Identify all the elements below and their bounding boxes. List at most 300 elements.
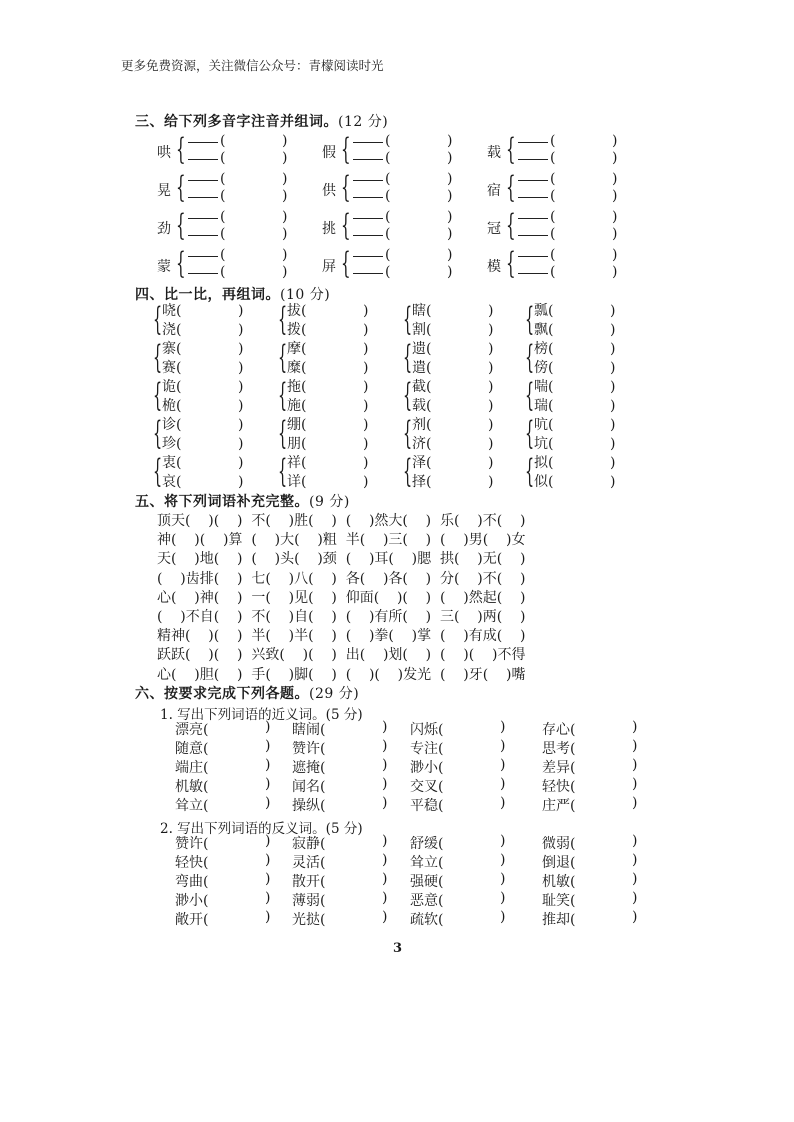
pinyin-word-blank[interactable] xyxy=(188,264,294,280)
word-item[interactable] xyxy=(542,738,638,758)
close-paren: ) xyxy=(610,398,616,414)
word-blank[interactable] xyxy=(385,209,459,225)
close-paren: ) xyxy=(382,738,388,754)
open-paren: ( xyxy=(320,874,326,890)
word-text: 薄弱 xyxy=(292,893,320,909)
compare-pair xyxy=(525,452,639,491)
word-blank[interactable] xyxy=(550,188,624,204)
compare-item[interactable] xyxy=(162,359,244,377)
open-paren: ( xyxy=(426,474,432,490)
compare-char: 衷 xyxy=(162,455,176,471)
open-paren: ( xyxy=(550,264,556,280)
pinyin-blank-line[interactable] xyxy=(518,247,548,257)
word-item[interactable] xyxy=(175,757,271,777)
close-paren: ) xyxy=(265,795,271,811)
compare-item[interactable] xyxy=(287,378,369,396)
word-blank[interactable] xyxy=(385,264,459,280)
open-paren: ( xyxy=(320,836,326,852)
open-paren: ( xyxy=(301,322,307,338)
word-text: 寂静 xyxy=(292,836,320,852)
compare-item[interactable] xyxy=(534,302,616,320)
open-paren: ( xyxy=(385,188,391,204)
compare-item[interactable] xyxy=(162,454,244,472)
page-number: 3 xyxy=(393,941,403,956)
pinyin-blank-line[interactable] xyxy=(188,133,218,143)
word-item[interactable] xyxy=(175,852,271,872)
word-text: 差异 xyxy=(542,760,570,776)
word-item[interactable] xyxy=(410,719,506,739)
word-item[interactable] xyxy=(410,909,506,929)
word-blank[interactable] xyxy=(385,150,459,166)
pinyin-blank-line[interactable] xyxy=(518,209,548,219)
open-paren: ( xyxy=(438,893,444,909)
idiom-fill-line[interactable]: 跃跃( )( ) 兴致( )( ) 出( )划( ) ( )( )不得 xyxy=(157,647,526,664)
word-blank[interactable] xyxy=(550,133,624,149)
section-3-title xyxy=(135,111,388,131)
close-paren: ) xyxy=(382,890,388,906)
compare-pair xyxy=(403,414,517,453)
brace-mark: { xyxy=(525,300,535,338)
compare-char: 瑞 xyxy=(534,398,548,414)
open-paren: ( xyxy=(426,341,432,357)
close-paren: ) xyxy=(238,322,244,338)
word-blank[interactable] xyxy=(385,171,459,187)
brace-mark: { xyxy=(506,170,516,205)
open-paren: ( xyxy=(550,188,556,204)
close-paren: ) xyxy=(382,909,388,925)
compare-item[interactable] xyxy=(287,397,369,415)
brace-mark: { xyxy=(176,132,186,167)
word-text: 耸立 xyxy=(410,855,438,871)
word-item[interactable] xyxy=(292,890,388,910)
close-paren: ) xyxy=(488,341,494,357)
word-blank[interactable] xyxy=(220,209,294,225)
word-item[interactable] xyxy=(542,795,638,815)
word-item[interactable] xyxy=(410,890,506,910)
brace-mark: { xyxy=(403,414,413,452)
close-paren: ) xyxy=(282,264,288,280)
word-blank[interactable] xyxy=(385,247,459,263)
compare-pair xyxy=(278,414,392,453)
pinyin-word-blank[interactable] xyxy=(518,226,624,242)
pinyin-word-blank[interactable] xyxy=(353,171,459,187)
idiom-fill-line[interactable]: 精神( )( ) 半( )半( ) ( )拳( )掌 ( )有成( ) xyxy=(157,628,526,645)
pinyin-word-blank[interactable] xyxy=(518,133,624,149)
idiom-fill-line[interactable]: ( )齿排( ) 七( )八( ) 各( )各( ) 分( )不( ) xyxy=(157,570,526,587)
pinyin-word-blank[interactable] xyxy=(188,226,294,242)
compare-item[interactable] xyxy=(412,321,494,339)
word-blank[interactable] xyxy=(550,226,624,242)
compare-item[interactable] xyxy=(412,340,494,358)
pinyin-word-blank[interactable] xyxy=(518,188,624,204)
pinyin-word-blank[interactable] xyxy=(188,188,294,204)
word-blank[interactable] xyxy=(220,247,294,263)
close-paren: ) xyxy=(447,226,453,242)
pinyin-word-blank[interactable] xyxy=(518,209,624,225)
open-paren: ( xyxy=(320,779,326,795)
word-blank[interactable] xyxy=(550,150,624,166)
compare-item[interactable] xyxy=(534,454,616,472)
open-paren: ( xyxy=(570,741,576,757)
close-paren: ) xyxy=(363,379,369,395)
open-paren: ( xyxy=(426,455,432,471)
pinyin-blank-line[interactable] xyxy=(353,209,383,219)
word-item[interactable] xyxy=(175,890,271,910)
polyphone-char: 假 xyxy=(322,145,336,161)
close-paren: ) xyxy=(488,455,494,471)
word-item[interactable] xyxy=(542,833,638,853)
word-blank[interactable] xyxy=(220,226,294,242)
open-paren: ( xyxy=(220,264,226,280)
word-item[interactable] xyxy=(175,833,271,853)
open-paren: ( xyxy=(548,455,554,471)
compare-item[interactable] xyxy=(534,473,616,491)
open-paren: ( xyxy=(385,264,391,280)
word-text: 轻快 xyxy=(542,779,570,795)
open-paren: ( xyxy=(548,303,554,319)
close-paren: ) xyxy=(265,890,271,906)
compare-item[interactable] xyxy=(162,473,244,491)
open-paren: ( xyxy=(570,798,576,814)
compare-item[interactable] xyxy=(412,473,494,491)
compare-char: 瓢 xyxy=(534,303,548,319)
compare-char: 桅 xyxy=(162,398,176,414)
word-blank[interactable] xyxy=(220,188,294,204)
pinyin-blank-line[interactable] xyxy=(518,133,548,143)
polyphone-item xyxy=(487,133,647,169)
word-item[interactable] xyxy=(292,776,388,796)
word-item[interactable] xyxy=(175,909,271,929)
open-paren: ( xyxy=(203,836,209,852)
open-paren: ( xyxy=(385,133,391,149)
word-item[interactable] xyxy=(410,795,506,815)
pinyin-word-blank[interactable] xyxy=(188,247,294,263)
word-item[interactable] xyxy=(292,719,388,739)
word-item[interactable] xyxy=(292,738,388,758)
word-text: 强硬 xyxy=(410,874,438,890)
compare-item[interactable] xyxy=(534,435,616,453)
section-6-title-text: 六、按要求完成下列各题。 xyxy=(135,686,309,702)
open-paren: ( xyxy=(176,455,182,471)
word-blank[interactable] xyxy=(550,209,624,225)
word-item[interactable] xyxy=(542,757,638,777)
word-item[interactable] xyxy=(175,795,271,815)
pinyin-blank-line[interactable] xyxy=(188,264,218,274)
compare-item[interactable] xyxy=(162,397,244,415)
pinyin-word-blank[interactable] xyxy=(518,150,624,166)
close-paren: ) xyxy=(238,417,244,433)
word-item[interactable] xyxy=(292,909,388,929)
pinyin-word-blank[interactable] xyxy=(353,226,459,242)
compare-item[interactable] xyxy=(162,321,244,339)
close-paren: ) xyxy=(282,247,288,263)
close-paren: ) xyxy=(500,738,506,754)
word-item[interactable] xyxy=(410,833,506,853)
word-text: 疏软 xyxy=(410,912,438,928)
section-6-sub1-title: 1. 写出下列词语的近义词。(5 分) xyxy=(160,707,363,723)
compare-item[interactable] xyxy=(534,359,616,377)
close-paren: ) xyxy=(282,209,288,225)
close-paren: ) xyxy=(447,171,453,187)
pinyin-blank-line[interactable] xyxy=(188,150,218,160)
word-blank[interactable] xyxy=(550,247,624,263)
polyphone-char: 供 xyxy=(322,183,336,199)
pinyin-blank-line[interactable] xyxy=(353,264,383,274)
pinyin-word-blank[interactable] xyxy=(518,171,624,187)
section-6-sub2-title: 2. 写出下列词语的反义词。(5 分) xyxy=(160,821,363,837)
compare-item[interactable] xyxy=(534,397,616,415)
pinyin-blank-line[interactable] xyxy=(518,188,548,198)
idiom-fill-line[interactable]: 神( )( )算 ( )大( )粗 半( )三( ) ( )男( )女 xyxy=(157,532,526,549)
compare-pair xyxy=(153,376,267,415)
open-paren: ( xyxy=(570,874,576,890)
compare-char: 赛 xyxy=(162,360,176,376)
word-item[interactable] xyxy=(542,776,638,796)
pinyin-word-blank[interactable] xyxy=(188,209,294,225)
word-blank[interactable] xyxy=(220,150,294,166)
compare-item[interactable] xyxy=(162,435,244,453)
pinyin-word-blank[interactable] xyxy=(188,171,294,187)
word-item[interactable] xyxy=(410,757,506,777)
open-paren: ( xyxy=(203,874,209,890)
open-paren: ( xyxy=(548,322,554,338)
close-paren: ) xyxy=(265,871,271,887)
compare-item[interactable] xyxy=(162,302,244,320)
open-paren: ( xyxy=(176,398,182,414)
pinyin-word-blank[interactable] xyxy=(353,247,459,263)
open-paren: ( xyxy=(176,417,182,433)
word-blank[interactable] xyxy=(220,133,294,149)
compare-item[interactable] xyxy=(412,378,494,396)
brace-mark: { xyxy=(506,246,516,281)
pinyin-word-blank[interactable] xyxy=(188,150,294,166)
pinyin-blank-line[interactable] xyxy=(188,226,218,236)
word-text: 专注 xyxy=(410,741,438,757)
word-item[interactable] xyxy=(542,909,638,929)
pinyin-blank-line[interactable] xyxy=(188,247,218,257)
compare-item[interactable] xyxy=(534,416,616,434)
close-paren: ) xyxy=(265,757,271,773)
compare-item[interactable] xyxy=(534,340,616,358)
compare-item[interactable] xyxy=(287,321,369,339)
pinyin-blank-line[interactable] xyxy=(353,171,383,181)
pinyin-blank-line[interactable] xyxy=(353,150,383,160)
close-paren: ) xyxy=(363,417,369,433)
pinyin-word-blank[interactable] xyxy=(518,264,624,280)
open-paren: ( xyxy=(220,188,226,204)
section-3-title-text: 三、给下列多音字注音并组词。 xyxy=(135,114,338,130)
open-paren: ( xyxy=(426,417,432,433)
compare-item[interactable] xyxy=(287,359,369,377)
word-blank[interactable] xyxy=(385,226,459,242)
compare-item[interactable] xyxy=(412,359,494,377)
open-paren: ( xyxy=(438,836,444,852)
word-item[interactable] xyxy=(542,871,638,891)
compare-item[interactable] xyxy=(412,454,494,472)
open-paren: ( xyxy=(203,760,209,776)
pinyin-blank-line[interactable] xyxy=(518,226,548,236)
close-paren: ) xyxy=(447,150,453,166)
brace-mark: { xyxy=(403,338,413,376)
compare-item[interactable] xyxy=(287,473,369,491)
open-paren: ( xyxy=(548,417,554,433)
open-paren: ( xyxy=(220,209,226,225)
compare-item[interactable] xyxy=(412,302,494,320)
close-paren: ) xyxy=(238,436,244,452)
word-text: 渺小 xyxy=(410,760,438,776)
close-paren: ) xyxy=(265,776,271,792)
compare-pair xyxy=(525,376,639,415)
open-paren: ( xyxy=(550,209,556,225)
close-paren: ) xyxy=(282,226,288,242)
open-paren: ( xyxy=(203,741,209,757)
pinyin-word-blank[interactable] xyxy=(188,133,294,149)
pinyin-blank-line[interactable] xyxy=(518,150,548,160)
page-header: 更多免费资源，关注微信公众号：青檬阅读时光 xyxy=(121,58,384,73)
polyphone-item xyxy=(157,247,317,283)
word-item[interactable] xyxy=(292,757,388,777)
word-blank[interactable] xyxy=(220,171,294,187)
word-text: 渺小 xyxy=(175,893,203,909)
word-item[interactable] xyxy=(175,871,271,891)
close-paren: ) xyxy=(500,719,506,735)
brace-mark: { xyxy=(341,246,351,281)
close-paren: ) xyxy=(363,398,369,414)
close-paren: ) xyxy=(612,188,618,204)
compare-item[interactable] xyxy=(287,416,369,434)
open-paren: ( xyxy=(203,722,209,738)
word-item[interactable] xyxy=(292,852,388,872)
pinyin-blank-line[interactable] xyxy=(188,171,218,181)
word-blank[interactable] xyxy=(385,133,459,149)
open-paren: ( xyxy=(320,912,326,928)
compare-item[interactable] xyxy=(412,435,494,453)
pinyin-blank-line[interactable] xyxy=(353,133,383,143)
word-item[interactable] xyxy=(292,871,388,891)
close-paren: ) xyxy=(500,795,506,811)
open-paren: ( xyxy=(203,798,209,814)
open-paren: ( xyxy=(220,171,226,187)
polyphone-char: 冠 xyxy=(487,221,501,237)
open-paren: ( xyxy=(426,398,432,414)
compare-pair xyxy=(153,300,267,339)
word-item[interactable] xyxy=(542,890,638,910)
word-item[interactable] xyxy=(410,871,506,891)
pinyin-blank-line[interactable] xyxy=(353,188,383,198)
word-item[interactable] xyxy=(410,776,506,796)
idiom-fill-line[interactable]: 顶天( )( ) 不( )胜( ) ( )然大( ) 乐( )不( ) xyxy=(157,513,526,529)
compare-item[interactable] xyxy=(162,340,244,358)
close-paren: ) xyxy=(363,341,369,357)
open-paren: ( xyxy=(176,341,182,357)
open-paren: ( xyxy=(220,150,226,166)
compare-item[interactable] xyxy=(534,378,616,396)
idiom-fill-line[interactable]: ( )不自( ) 不( )自( ) ( )有所( ) 三( )两( ) xyxy=(157,609,526,625)
open-paren: ( xyxy=(203,855,209,871)
polyphone-item xyxy=(487,209,647,245)
word-item[interactable] xyxy=(410,738,506,758)
close-paren: ) xyxy=(632,852,638,868)
pinyin-blank-line[interactable] xyxy=(188,188,218,198)
close-paren: ) xyxy=(488,474,494,490)
word-text: 耸立 xyxy=(175,798,203,814)
compare-item[interactable] xyxy=(287,454,369,472)
word-item[interactable] xyxy=(292,833,388,853)
idiom-fill-line[interactable]: 天( )地( ) ( )头( )颈 ( )耳( )腮 拱( )无( ) xyxy=(157,551,526,568)
open-paren: ( xyxy=(320,741,326,757)
open-paren: ( xyxy=(570,760,576,776)
close-paren: ) xyxy=(447,247,453,263)
close-paren: ) xyxy=(238,360,244,376)
brace-mark: { xyxy=(525,376,535,414)
polyphone-char: 模 xyxy=(487,259,501,275)
compare-item[interactable] xyxy=(534,321,616,339)
idiom-fill-line[interactable]: 心( )胆( ) 手( )脚( ) ( )( )发光 ( )牙( )嘴 xyxy=(157,666,526,683)
pinyin-word-blank[interactable] xyxy=(518,247,624,263)
word-item[interactable] xyxy=(175,719,271,739)
word-text: 敞开 xyxy=(175,912,203,928)
compare-char: 祥 xyxy=(287,455,301,471)
brace-mark: { xyxy=(278,452,288,490)
close-paren: ) xyxy=(610,360,616,376)
open-paren: ( xyxy=(438,722,444,738)
word-item[interactable] xyxy=(542,719,638,739)
open-paren: ( xyxy=(438,741,444,757)
pinyin-blank-line[interactable] xyxy=(353,247,383,257)
pinyin-word-blank[interactable] xyxy=(353,209,459,225)
word-item[interactable] xyxy=(410,852,506,872)
pinyin-blank-line[interactable] xyxy=(518,264,548,274)
pinyin-blank-line[interactable] xyxy=(188,209,218,219)
pinyin-blank-line[interactable] xyxy=(353,226,383,236)
idiom-fill-line[interactable]: 心( )神( ) 一( )见( ) 仰面( )( ) ( )然起( ) xyxy=(157,589,526,606)
polyphone-item xyxy=(322,133,482,169)
open-paren: ( xyxy=(548,398,554,414)
compare-item[interactable] xyxy=(412,397,494,415)
compare-char: 摩 xyxy=(287,341,301,357)
word-blank[interactable] xyxy=(550,171,624,187)
word-text: 遮掩 xyxy=(292,760,320,776)
word-text: 随意 xyxy=(175,741,203,757)
word-item[interactable] xyxy=(292,795,388,815)
close-paren: ) xyxy=(363,436,369,452)
pinyin-word-blank[interactable] xyxy=(353,188,459,204)
compare-item[interactable] xyxy=(412,416,494,434)
close-paren: ) xyxy=(363,455,369,471)
compare-item[interactable] xyxy=(162,378,244,396)
word-blank[interactable] xyxy=(550,264,624,280)
compare-item[interactable] xyxy=(287,340,369,358)
compare-item[interactable] xyxy=(287,302,369,320)
pinyin-word-blank[interactable] xyxy=(353,264,459,280)
pinyin-word-blank[interactable] xyxy=(353,133,459,149)
compare-char: 傍 xyxy=(534,360,548,376)
word-blank[interactable] xyxy=(220,264,294,280)
close-paren: ) xyxy=(238,398,244,414)
close-paren: ) xyxy=(610,379,616,395)
open-paren: ( xyxy=(385,171,391,187)
polyphone-char: 宿 xyxy=(487,183,501,199)
compare-item[interactable] xyxy=(162,416,244,434)
pinyin-word-blank[interactable] xyxy=(353,150,459,166)
word-text: 机敏 xyxy=(175,779,203,795)
compare-item[interactable] xyxy=(287,435,369,453)
word-item[interactable] xyxy=(542,852,638,872)
word-item[interactable] xyxy=(175,776,271,796)
word-item[interactable] xyxy=(175,738,271,758)
pinyin-blank-line[interactable] xyxy=(518,171,548,181)
word-blank[interactable] xyxy=(385,188,459,204)
